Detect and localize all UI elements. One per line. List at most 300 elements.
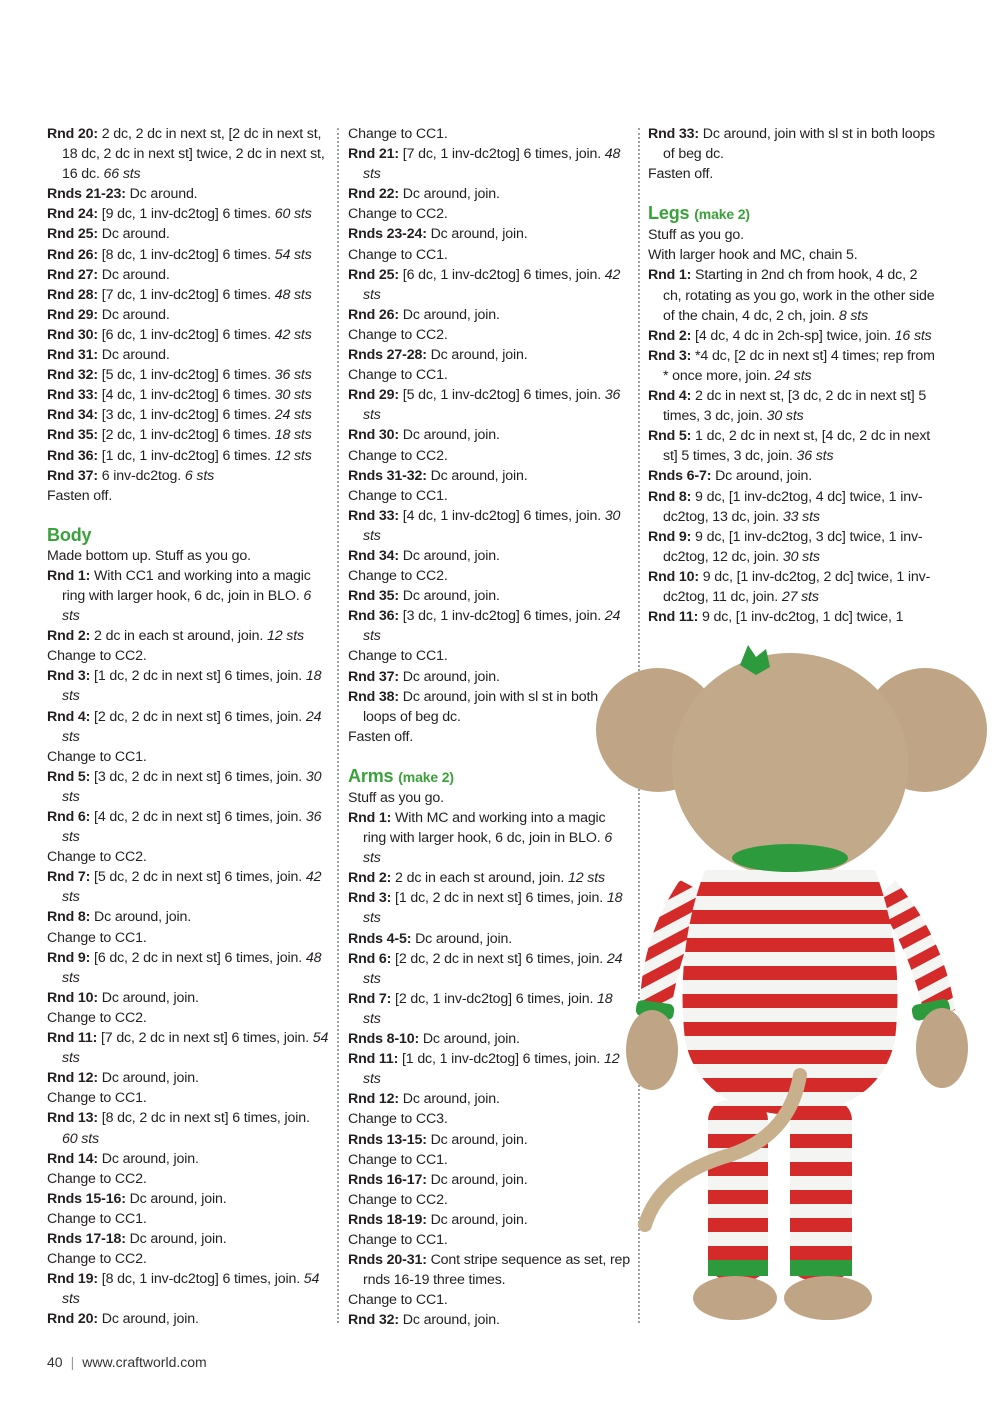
stitch-count: 42 sts — [62, 869, 322, 906]
stitch-count: 36 sts — [796, 448, 834, 465]
round-label: Rnd 3: — [348, 890, 392, 907]
round-label: Rnd 6: — [47, 809, 91, 825]
instruction-text: 2 dc in each st around, join. — [391, 870, 568, 887]
pattern-line — [47, 124, 329, 184]
pattern-line — [348, 245, 632, 265]
stitch-count: 54 sts — [274, 246, 312, 263]
round-label: Rnds 23-24: — [348, 226, 427, 243]
instruction-text: Change to CC1. — [348, 367, 448, 384]
round-label: Rnd 10: — [648, 568, 699, 585]
round-label: Rnd 33: — [648, 126, 699, 142]
round-label: Rnd 1: — [648, 267, 692, 284]
round-label: Rnd 4: — [648, 388, 692, 405]
instruction-text: Dc around, join. — [398, 588, 500, 605]
pattern-line — [47, 666, 329, 706]
instruction-text: [9 dc, 1 inv-dc2tog] 6 times. — [97, 206, 275, 223]
section-heading-text: Body — [47, 524, 92, 545]
round-label: Rnd 10: — [47, 989, 98, 1006]
pattern-line — [47, 1309, 329, 1329]
instruction-text: [8 dc, 1 inv-dc2tog] 6 times. — [97, 246, 275, 263]
pattern-line — [47, 1108, 329, 1148]
instruction-text: Dc around, join. — [419, 1031, 520, 1048]
instruction-text: [2 dc, 2 dc in next st] 6 times, join. — [391, 950, 607, 967]
instruction-text: Dc around, join with sl st in both loops of beg dc. — [363, 688, 598, 725]
pattern-line — [47, 245, 329, 265]
pattern-line — [348, 566, 632, 586]
pattern-line — [648, 164, 938, 184]
instruction-text: Dc around. — [125, 186, 198, 203]
round-label: Rnds 6-7: — [648, 468, 712, 485]
round-label: Rnd 2: — [348, 870, 392, 887]
instruction-text: Change to CC2. — [47, 1251, 147, 1268]
instruction-text: [7 dc, 1 inv-dc2tog] 6 times. — [97, 286, 275, 303]
pattern-line — [348, 265, 632, 305]
pattern-line — [47, 1249, 329, 1269]
stitch-count: 36 sts — [274, 367, 312, 384]
round-label: Rnd 30: — [348, 427, 399, 444]
instruction-text: [6 dc, 2 dc in next st] 6 times, join. — [90, 949, 306, 966]
pattern-line — [47, 265, 329, 285]
instruction-text: Dc around, join. — [426, 1171, 528, 1188]
instruction-text: Change to CC1. — [47, 929, 147, 946]
stitch-count: 30 sts — [62, 768, 322, 805]
instruction-text: [1 dc, 2 dc in next st] 6 times, join. — [90, 668, 306, 685]
round-label: Rnd 22: — [348, 186, 399, 203]
round-label: Rnd 35: — [47, 427, 98, 444]
pattern-line — [648, 225, 938, 245]
instruction-text: 2 dc in next st, [3 dc, 2 dc in next st] 5 times, 3 dc, join. — [663, 388, 927, 425]
instruction-text: 6 inv-dc2tog. — [97, 467, 185, 484]
round-label: Rnd 12: — [348, 1091, 399, 1108]
section-heading-text: Arms — [348, 765, 394, 786]
instruction-text: Stuff as you go. — [348, 789, 444, 806]
instruction-text: Change to CC2. — [348, 326, 448, 343]
round-label: Rnds 13-15: — [348, 1131, 427, 1148]
pattern-line — [47, 1189, 329, 1209]
stitch-count: 12 sts — [568, 870, 605, 887]
round-label: Rnd 4: — [47, 708, 91, 725]
stitch-count: 18 sts — [363, 990, 613, 1027]
stitch-count: 48 sts — [363, 146, 621, 183]
stitch-count: 30 sts — [782, 548, 820, 565]
round-label: Rnd 20: — [47, 126, 98, 142]
pattern-line — [47, 285, 329, 305]
pattern-line — [648, 386, 938, 426]
instruction-text: Change to CC1. — [348, 487, 448, 504]
instruction-text: Dc around, join. — [426, 467, 528, 484]
collar — [732, 844, 848, 872]
instruction-text: Dc around, join. — [125, 1230, 227, 1247]
instruction-text: Change to CC2. — [47, 1009, 147, 1026]
instruction-text: Dc around, join. — [398, 668, 500, 685]
pattern-line — [47, 928, 329, 948]
round-label: Rnd 7: — [47, 869, 91, 886]
round-label: Rnds 31-32: — [348, 467, 427, 484]
round-label: Rnd 3: — [47, 668, 91, 685]
pattern-line — [47, 224, 329, 244]
stitch-count: 42 sts — [363, 266, 621, 303]
instruction-text: Change to CC2. — [47, 648, 147, 665]
round-label: Rnd 34: — [47, 407, 98, 424]
instruction-text: [4 dc, 2 dc in next st] 6 times, join. — [90, 809, 306, 825]
instruction-text: Fasten off. — [47, 487, 113, 504]
round-label: Rnd 28: — [47, 286, 98, 303]
left-hand — [626, 1010, 678, 1090]
pattern-line — [648, 426, 938, 466]
page-number: 40 — [47, 1354, 63, 1370]
round-label: Rnd 26: — [348, 306, 399, 323]
stitch-count: 48 sts — [274, 286, 312, 303]
pattern-line — [648, 265, 938, 325]
stitch-count: 18 sts — [62, 668, 322, 705]
stitch-count: 42 sts — [274, 326, 312, 343]
instruction-text: Fasten off. — [648, 166, 714, 183]
stitch-count: 16 sts — [894, 327, 932, 344]
website-url: www.craftworld.com — [82, 1354, 207, 1370]
pattern-line — [47, 626, 329, 646]
round-label: Rnds 8-10: — [348, 1031, 420, 1048]
column-1 — [47, 124, 329, 1329]
pattern-line — [348, 586, 632, 606]
instruction-text: Dc around, join with sl st in both loops of beg dc. — [663, 126, 935, 163]
instruction-text: [4 dc, 1 inv-dc2tog] 6 times. — [97, 387, 275, 404]
pattern-line — [47, 446, 329, 466]
pattern-line — [348, 446, 632, 466]
pattern-line — [47, 907, 329, 927]
round-label: Rnds 4-5: — [348, 930, 412, 947]
stitch-count: 30 sts — [274, 387, 312, 404]
instruction-text: [8 dc, 1 inv-dc2tog] 6 times, join. — [97, 1271, 304, 1288]
instruction-text: [5 dc, 2 dc in next st] 6 times, join. — [90, 869, 306, 886]
pattern-line — [348, 466, 632, 486]
instruction-text: Change to CC1. — [47, 1090, 147, 1107]
round-label: Rnds 20-31: — [348, 1252, 427, 1269]
pattern-line — [648, 245, 938, 265]
instruction-text: [7 dc, 2 dc in next st] 6 times, join. — [97, 1030, 313, 1047]
instruction-text: Change to CC2. — [47, 1170, 147, 1187]
instruction-text: 9 dc, [1 inv-dc2tog, 3 dc] twice, 1 inv-dc2tog, 12 dc, join. — [663, 528, 923, 565]
round-label: Rnd 21: — [348, 146, 399, 163]
page-footer — [47, 1354, 207, 1370]
pattern-line — [348, 124, 632, 144]
round-label: Rnds 16-17: — [348, 1171, 427, 1188]
round-label: Rnd 6: — [348, 950, 392, 967]
section-heading — [47, 524, 329, 546]
head — [672, 653, 908, 877]
instruction-text: Dc around, join. — [398, 1312, 500, 1329]
pattern-line — [348, 144, 632, 184]
instruction-text: Dc around. — [97, 347, 170, 364]
instruction-text: 2 dc, 2 dc in next st, [2 dc in next st, 18 dc, 2 dc in next st] twice, 2 dc in next st, 16 dc. — [62, 126, 325, 183]
round-label: Rnd 27: — [47, 266, 98, 283]
round-label: Rnd 8: — [47, 909, 91, 926]
pattern-line — [648, 527, 938, 567]
instruction-text: Dc around, join. — [426, 347, 528, 364]
stitch-count: 12 sts — [363, 1051, 620, 1088]
pattern-line — [47, 1088, 329, 1108]
stitch-count: 36 sts — [62, 809, 322, 846]
pattern-line — [47, 1169, 329, 1189]
crochet-mouse-photo — [590, 630, 990, 1320]
instruction-text: Dc around, join. — [125, 1190, 227, 1207]
pattern-line — [47, 948, 329, 988]
right-leg — [790, 1100, 852, 1280]
pattern-line — [348, 345, 632, 365]
pattern-line — [47, 847, 329, 867]
instruction-text: Dc around, join. — [97, 1070, 199, 1087]
instruction-text: Dc around, join. — [711, 468, 813, 485]
instruction-text: Change to CC3. — [348, 1111, 448, 1128]
stitch-count: 30 sts — [363, 507, 621, 544]
round-label: Rnd 26: — [47, 246, 98, 263]
instruction-text: [5 dc, 1 inv-dc2tog] 6 times. — [97, 367, 275, 384]
instruction-text: Change to CC2. — [348, 447, 448, 464]
instruction-text: Cont stripe sequence as set, rep rnds 16-19 three times. — [363, 1252, 631, 1289]
pattern-line — [47, 1229, 329, 1249]
stitch-count: 18 sts — [274, 427, 312, 444]
round-label: Rnd 32: — [348, 1312, 399, 1329]
instruction-text: Change to CC2. — [47, 849, 147, 866]
round-label: Rnd 9: — [47, 949, 91, 966]
stitch-count: 24 sts — [774, 367, 812, 384]
pattern-line — [47, 1068, 329, 1088]
instruction-text: [6 dc, 1 inv-dc2tog] 6 times, join. — [398, 266, 605, 283]
round-label: Rnd 9: — [648, 528, 692, 545]
round-label: Rnd 24: — [47, 206, 98, 223]
stitch-count: 54 sts — [62, 1271, 320, 1308]
instruction-text: [2 dc, 1 inv-dc2tog] 6 times, join. — [391, 990, 598, 1007]
round-label: Rnd 20: — [47, 1311, 98, 1328]
instruction-text: [4 dc, 4 dc in 2ch-sp] twice, join. — [691, 327, 895, 344]
right-foot — [784, 1276, 872, 1320]
round-label: Rnd 2: — [47, 628, 91, 645]
instruction-text: With larger hook and MC, chain 5. — [648, 247, 858, 264]
section-heading — [648, 202, 938, 225]
stitch-count: 30 sts — [766, 408, 804, 425]
pattern-line — [348, 486, 632, 506]
instruction-text: [3 dc, 2 dc in next st] 6 times, join. — [90, 768, 306, 785]
stitch-count: 8 sts — [838, 307, 869, 324]
pattern-line — [348, 325, 632, 345]
instruction-text: [3 dc, 1 inv-dc2tog] 6 times. — [97, 407, 275, 424]
footer-separator: | — [70, 1354, 75, 1370]
instruction-text: [8 dc, 2 dc in next st] 6 times, join. — [97, 1110, 310, 1127]
stitch-count: 33 sts — [782, 508, 820, 525]
instruction-text: 2 dc in each st around, join. — [90, 628, 267, 645]
pattern-line — [348, 184, 632, 204]
pattern-line — [348, 204, 632, 224]
instruction-text: Dc around, join. — [398, 547, 500, 564]
instruction-text: Change to CC1. — [348, 648, 448, 665]
pattern-line — [47, 707, 329, 747]
round-label: Rnd 19: — [47, 1271, 98, 1288]
stitch-count: 12 sts — [267, 628, 304, 645]
round-label: Rnds 27-28: — [348, 347, 427, 364]
pattern-line — [348, 385, 632, 425]
pattern-line — [47, 1008, 329, 1028]
round-label: Rnd 37: — [348, 668, 399, 685]
instruction-text: Fasten off. — [348, 728, 414, 745]
instruction-text: [1 dc, 1 inv-dc2tog] 6 times, join. — [398, 1051, 604, 1068]
stitch-count: 54 sts — [62, 1030, 329, 1067]
stitch-count: 27 sts — [781, 588, 819, 605]
round-label: Rnd 38: — [348, 688, 399, 705]
stitch-count: 60 sts — [274, 206, 312, 223]
pattern-line — [648, 326, 938, 346]
pattern-line — [47, 365, 329, 385]
round-label: Rnd 11: — [648, 609, 699, 626]
instruction-text: Change to CC1. — [47, 748, 147, 765]
pattern-line — [648, 607, 938, 627]
instruction-text: Dc around, join. — [398, 427, 500, 444]
round-label: Rnds 21-23: — [47, 186, 126, 203]
pattern-line — [47, 807, 329, 847]
instruction-text: [2 dc, 2 dc in next st] 6 times, join. — [90, 708, 306, 725]
pattern-line — [47, 345, 329, 365]
instruction-text: Change to CC1. — [348, 1231, 448, 1248]
stitch-count: 18 sts — [363, 890, 623, 927]
section-heading-note: (make 2) — [398, 768, 454, 785]
round-label: Rnd 37: — [47, 467, 98, 484]
pattern-line — [47, 486, 329, 506]
pattern-line — [47, 988, 329, 1008]
round-label: Rnds 17-18: — [47, 1230, 126, 1247]
round-label: Rnd 7: — [348, 990, 392, 1007]
instruction-text: Dc around. — [97, 266, 170, 283]
instruction-text: Dc around, join. — [426, 1131, 528, 1148]
pattern-line — [348, 546, 632, 566]
round-label: Rnd 32: — [47, 367, 98, 384]
instruction-text: Starting in 2nd ch from hook, 4 dc, 2 ch, rotating as you go, work in the other side of the chain, 4 dc, 2 ch, join. — [663, 267, 935, 324]
instruction-text: Change to CC1. — [348, 126, 448, 142]
instruction-text: Dc around, join. — [411, 930, 513, 947]
pattern-line — [348, 506, 632, 546]
pattern-line — [648, 567, 938, 607]
round-label: Rnds 15-16: — [47, 1190, 126, 1207]
left-foot — [693, 1276, 777, 1320]
instruction-text: Dc around, join. — [97, 1150, 199, 1167]
stitch-count: 24 sts — [62, 708, 322, 745]
round-label: Rnd 36: — [47, 447, 98, 464]
pattern-line — [47, 1269, 329, 1309]
instruction-text: Dc around, join. — [398, 186, 500, 203]
instruction-text: Dc around, join. — [90, 909, 192, 926]
round-label: Rnd 8: — [648, 488, 692, 505]
instruction-text: *4 dc, [2 dc in next st] 4 times; rep from * once more, join. — [663, 347, 935, 384]
pattern-line — [348, 365, 632, 385]
instruction-text: Dc around, join. — [426, 1211, 528, 1228]
instruction-text: [3 dc, 1 inv-dc2tog] 6 times, join. — [398, 608, 605, 625]
pattern-line — [648, 124, 938, 164]
round-label: Rnds 18-19: — [348, 1211, 427, 1228]
pattern-line — [47, 405, 329, 425]
pattern-line — [47, 646, 329, 666]
stitch-count: 60 sts — [62, 1130, 99, 1147]
pattern-line — [47, 385, 329, 405]
stitch-count: 36 sts — [363, 387, 621, 424]
column-divider-1 — [337, 128, 339, 1323]
round-label: Rnd 34: — [348, 547, 399, 564]
pattern-line — [648, 487, 938, 527]
pattern-line — [47, 325, 329, 345]
body — [683, 870, 898, 1115]
instruction-text: Dc around, join. — [97, 989, 199, 1006]
instruction-text: Change to CC2. — [348, 1191, 448, 1208]
stitch-count: 66 sts — [103, 166, 141, 183]
round-label: Rnd 29: — [47, 306, 98, 323]
round-label: Rnd 33: — [47, 387, 98, 404]
instruction-text: 9 dc, [1 inv-dc2tog, 1 dc] twice, 1 — [698, 609, 904, 626]
section-heading-text: Legs — [648, 203, 690, 224]
instruction-text: Change to CC1. — [47, 1210, 147, 1227]
round-label: Rnd 2: — [648, 327, 692, 344]
round-label: Rnd 14: — [47, 1150, 98, 1167]
instruction-text: 9 dc, [1 inv-dc2tog, 4 dc] twice, 1 inv-dc2tog, 13 dc, join. — [663, 488, 923, 525]
round-label: Rnd 25: — [47, 226, 98, 243]
stitch-count: 6 sts — [62, 587, 312, 625]
column-3 — [648, 124, 938, 627]
round-label: Rnd 30: — [47, 326, 98, 343]
instruction-text: [1 dc, 1 inv-dc2tog] 6 times. — [97, 447, 275, 464]
instruction-text: Change to CC2. — [348, 568, 448, 585]
round-label: Rnd 36: — [348, 608, 399, 625]
instruction-text: Change to CC1. — [348, 1151, 448, 1168]
pattern-line — [47, 466, 329, 486]
instruction-text: Dc around. — [97, 226, 170, 243]
stitch-count: 24 sts — [363, 608, 621, 645]
instruction-text: Dc around, join. — [398, 1091, 500, 1108]
pattern-line — [47, 204, 329, 224]
instruction-text: Change to CC1. — [348, 1292, 448, 1309]
instruction-text: Stuff as you go. — [648, 227, 744, 244]
stitch-count: 48 sts — [62, 949, 322, 986]
round-label: Rnd 13: — [47, 1110, 98, 1127]
instruction-text: Dc around, join. — [426, 226, 528, 243]
round-label: Rnd 33: — [348, 507, 399, 524]
stitch-count: 12 sts — [274, 447, 312, 464]
instruction-text: Dc around. — [97, 306, 170, 323]
pattern-line — [47, 1149, 329, 1169]
round-label: Rnd 29: — [348, 387, 399, 404]
pattern-line — [47, 747, 329, 767]
stitch-count: 6 sts — [363, 830, 613, 867]
instruction-text: [4 dc, 1 inv-dc2tog] 6 times, join. — [398, 507, 605, 524]
instruction-text: Change to CC1. — [348, 246, 448, 263]
instruction-text: Dc around, join. — [398, 306, 500, 323]
instruction-text: With MC and working into a magic ring with larger hook, 6 dc, join in BLO. — [363, 810, 606, 847]
instruction-text: Dc around, join. — [97, 1311, 199, 1328]
round-label: Rnd 11: — [348, 1051, 399, 1068]
round-label: Rnd 5: — [47, 768, 91, 785]
instruction-text: [2 dc, 1 inv-dc2tog] 6 times. — [97, 427, 275, 444]
round-label: Rnd 1: — [47, 567, 91, 584]
round-label: Rnd 3: — [648, 347, 692, 364]
pattern-line — [348, 224, 632, 244]
pattern-line — [348, 305, 632, 325]
instruction-text: Made bottom up. Stuff as you go. — [47, 547, 251, 564]
round-label: Rnd 35: — [348, 588, 399, 605]
pattern-line — [47, 1209, 329, 1229]
stitch-count: 6 sts — [184, 467, 215, 484]
pattern-line — [47, 566, 329, 626]
stitch-count: 24 sts — [363, 950, 623, 987]
round-label: Rnd 1: — [348, 810, 392, 826]
instruction-text: [1 dc, 2 dc in next st] 6 times, join. — [391, 890, 607, 907]
pattern-line — [47, 546, 329, 566]
round-label: Rnd 25: — [348, 266, 399, 283]
round-label: Rnd 12: — [47, 1070, 98, 1087]
round-label: Rnd 11: — [47, 1030, 98, 1047]
